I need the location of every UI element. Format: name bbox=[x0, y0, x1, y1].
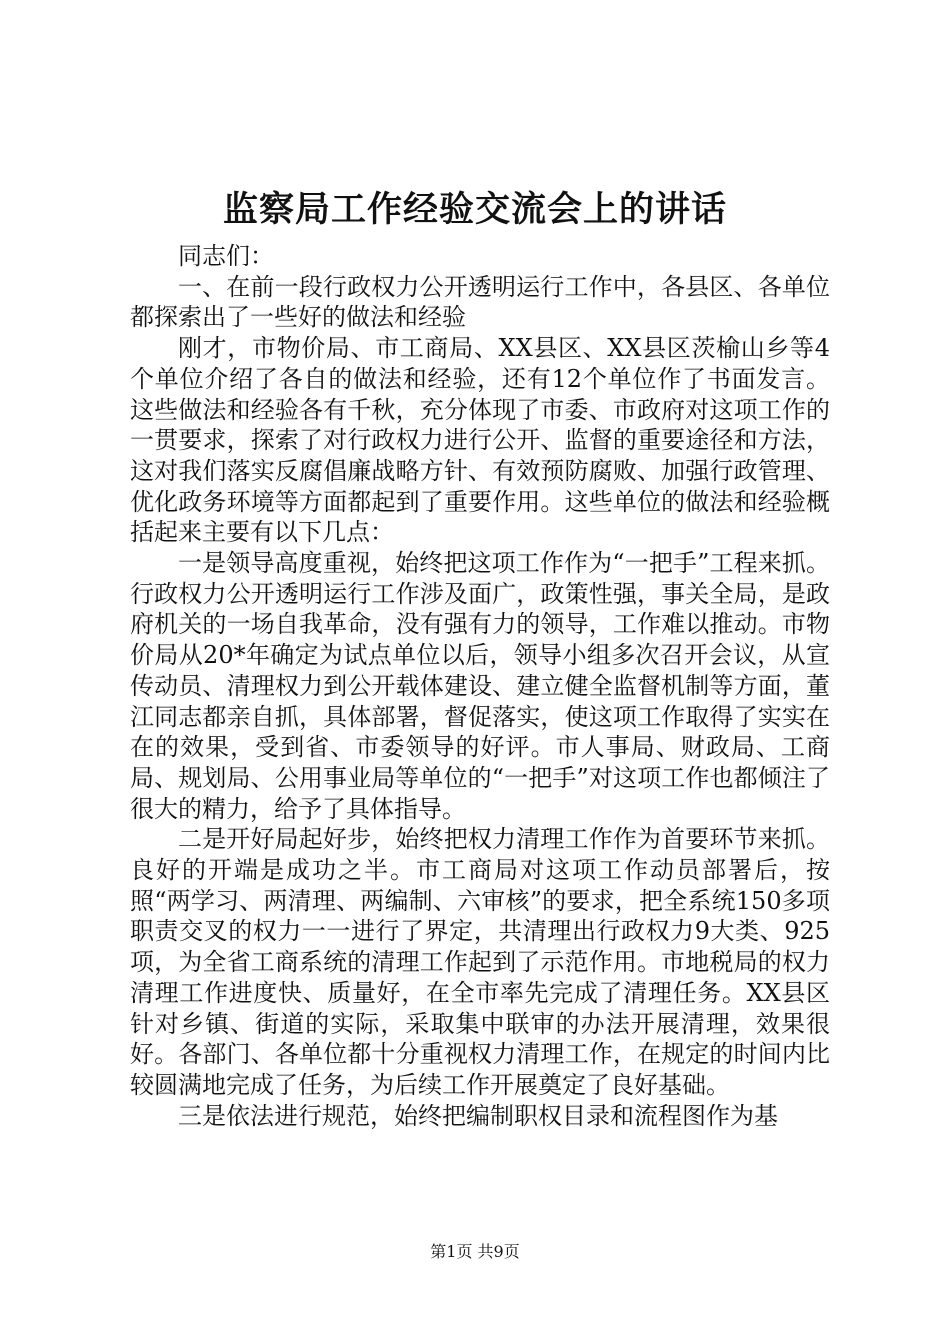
body-paragraph: 三是依法进行规范，始终把编制职权目录和流程图作为基 bbox=[178, 1101, 778, 1130]
document-title: 监察局工作经验交流会上的讲话 bbox=[222, 189, 727, 230]
page-number-footer: 第1页 共9页 bbox=[430, 1242, 520, 1261]
body-paragraph: 一是领导高度重视，始终把这项工作作为“一把手”工程来抓。行政权力公开透明运行工作涉及面广，政策性强，事关全局，是政府机关的一场自我革命，没有强有力的领导，工作难以推动。市物价局从20*年确定为试点单位以后，领导小组多次召开会议，从宣传动员、清理权力到公开载体建设、建立健全监督机制等方面，董江同志都亲自抓，具体部署，督促落实，使这项工作取得了实实在在的效果，受到省、市委领导的好评。市人事局、财政局、工商局、规划局、公用事业局等单位的“一把手”对这项工作也都倾注了很大的精力，给予了具体指导。 bbox=[130, 549, 830, 823]
salutation-paragraph: 同志们： bbox=[178, 242, 274, 270]
body-paragraph: 二是开好局起好步，始终把权力清理工作作为首要环节来抓。良好的开端是成功之半。市工商局对这项工作动员部署后，按照“两学习、两清理、两编制、六审核”的要求，把全系统150多项职责交叉的权力一一进行了界定，共清理出行政权力9大类、925项，为全省工商系统的清理工作起到了示范作用。市地税局的权力清理工作进度快、质量好，在全市率先完成了清理任务。XX县区针对乡镇、街道的实际，采取集中联审的办法开展清理，效果很好。各部门、各单位都十分重视权力清理工作，在规定的时间内比较圆满地完成了任务，为后续工作开展奠定了良好基础。 bbox=[130, 825, 830, 1099]
section-heading-paragraph: 一、在前一段行政权力公开透明运行工作中，各县区、各单位都探索出了一些好的做法和经验 bbox=[130, 272, 830, 332]
body-paragraph: 刚才，市物价局、市工商局、XX县区、XX县区茨榆山乡等4个单位介绍了各自的做法和经验，还有12个单位作了书面发言。这些做法和经验各有千秋，充分体现了市委、市政府对这项工作的一贯要求，探索了对行政权力进行公开、监督的重要途径和方法，这对我们落实反腐倡廉战略方针、有效预防腐败、加强行政管理、优化政务环境等方面都起到了重要作用。这些单位的做法和经验概括起来主要有以下几点： bbox=[130, 334, 830, 547]
document-body bbox=[130, 241, 830, 1131]
